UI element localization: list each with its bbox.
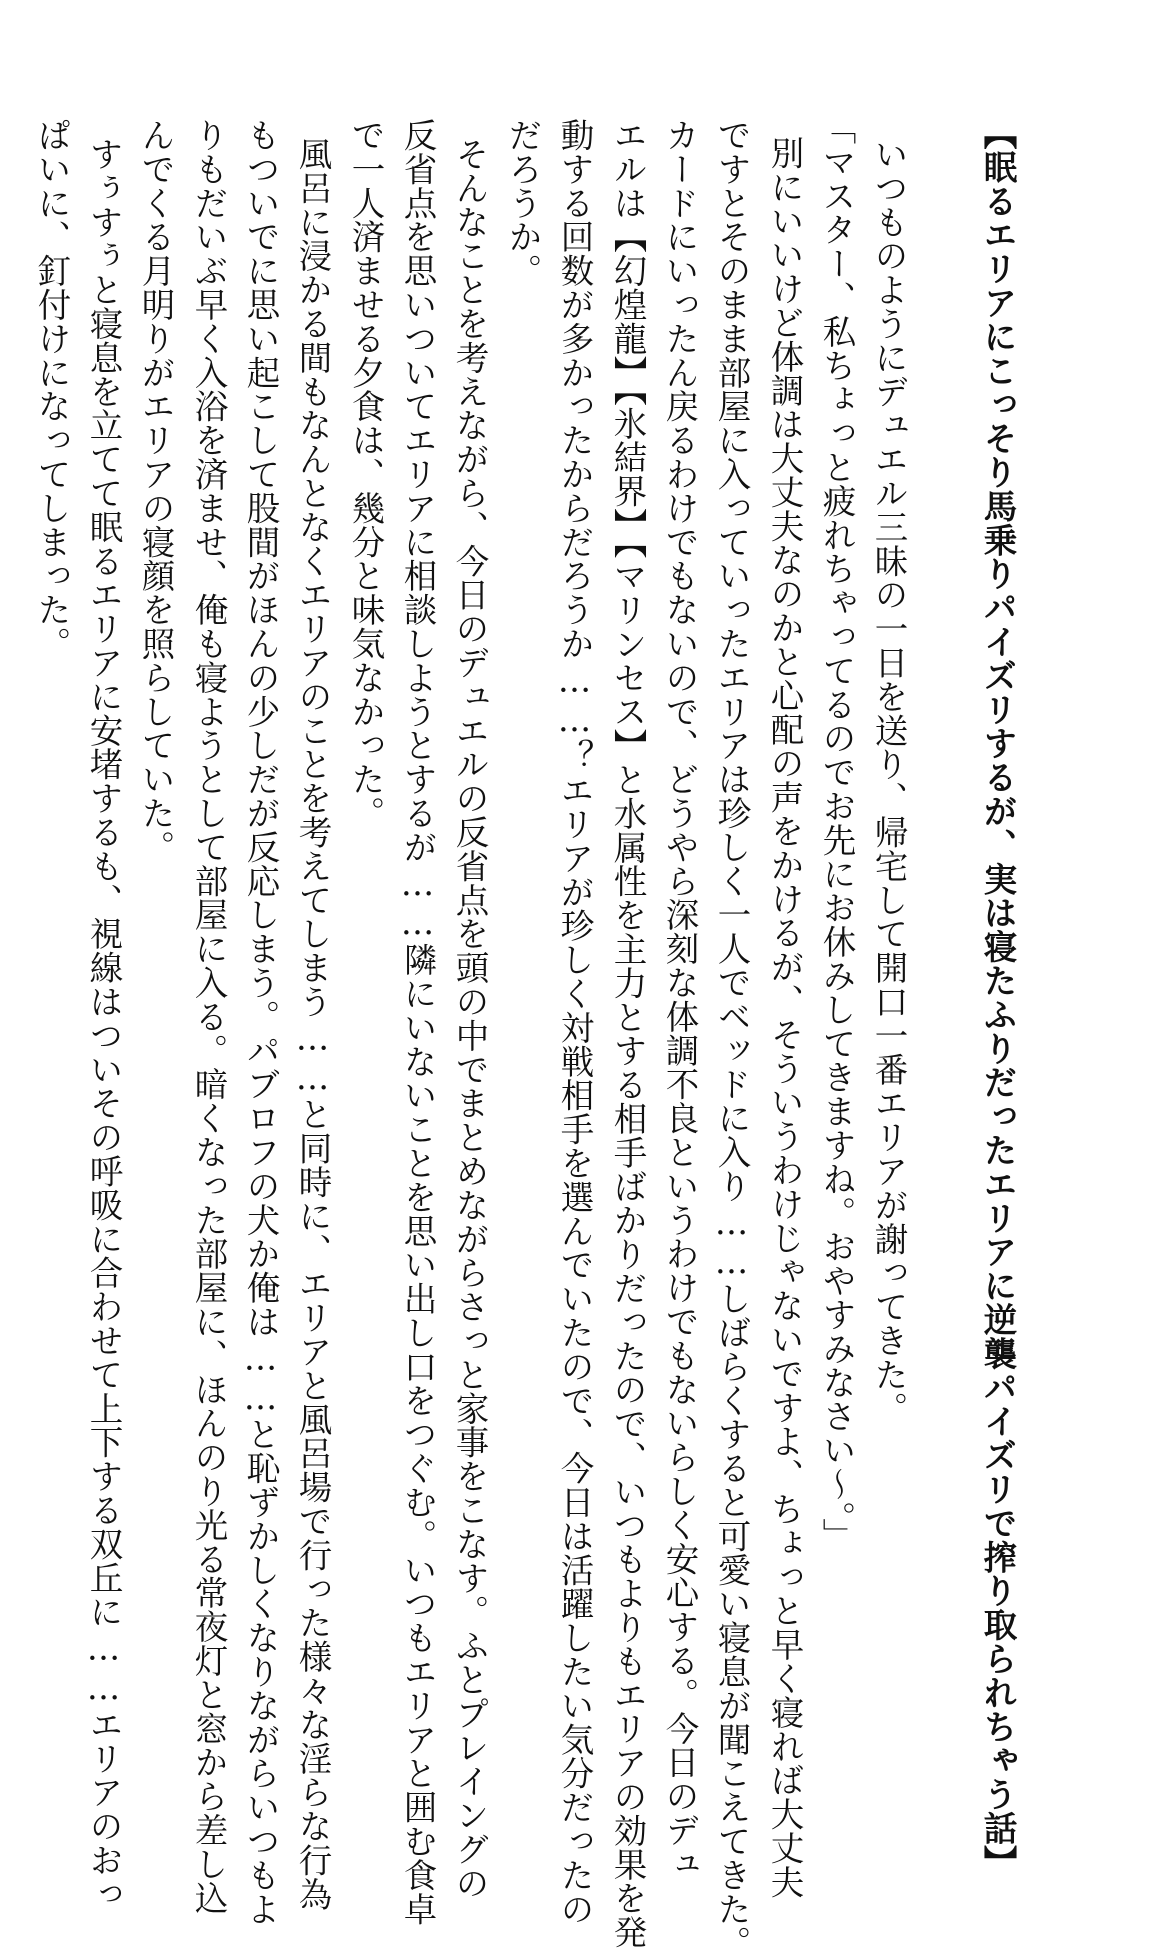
text-line: 動する回数が多かったからだろうか……？エリアが珍しく対戦相手を選んでいたので、今日は活躍したい気分だったの xyxy=(555,118,594,1926)
text-line: 別にいいけど体調は大丈夫なのかと心配の声をかけるが、そういうわけじゃないですよ、ちょっと早く寝れば大丈夫 xyxy=(765,136,804,1899)
text-line: 「マスター、私ちょっと疲れちゃってるのでお先にお休みしてきますね。おやすみなさい〜。」 xyxy=(817,111,856,1552)
text-line: そんなことを考えながら、今日のデュエルの反省点を頭の中でまとめながらさっと家事をこなす。ふとプレイングの xyxy=(450,137,489,1900)
story-title: 【眠るエリアにこっそり馬乗りパイズリするが、実は寝たふりだったエリアに逆襲パイズリで搾り取られちゃう話】 xyxy=(978,116,1017,1879)
text-line: すぅすぅと寝息を立てて眠るエリアに安堵するも、視線はついその呼吸に合わせて上下する双丘に……エリアのおっ xyxy=(84,137,123,1911)
text-line: もついでに思い起こして股間がほんの少しだが反応しまう。パブロフの犬か俺は……と恥ずかしくなりながらいつもよ xyxy=(241,118,280,1926)
text-line: 反省点を思いついてエリアに相談しようとするが……隣にいないことを思い出し口をつぐむ。いつもエリアと囲む食卓 xyxy=(398,118,437,1926)
text-line: カードにいったん戻るわけでもないので、どうやら深刻な体調不良というわけでもないらしく安心する。今日のデュ xyxy=(660,118,699,1881)
text-line: で一人済ませる夕食は、幾分と味気なかった。 xyxy=(346,118,385,830)
text-line: いつものようにデュエル三昧の一日を送り、帰宅して開口一番エリアが謝ってきた。 xyxy=(869,137,908,1426)
text-line: 風呂に浸かる間もなんとなくエリアのことを考えてしまう……と同時に、エリアと風呂場で行った様々な淫らな行為 xyxy=(293,137,332,1911)
text-line: エルは【幻煌龍】【氷結界】【マリンセス】と水属性を主力とする相手ばかりだったので、いつもよりもエリアの効果を発 xyxy=(608,118,647,1949)
text-line: んでくる月明りがエリアの寝顔を照らしていた。 xyxy=(136,118,175,864)
text-line: だろうか。 xyxy=(503,118,542,288)
text-line: りもだいぶ早く入浴を済ませ、俺も寝ようとして部屋に入る。暗くなった部屋に、ほんのり光る常夜灯と窓から差し込 xyxy=(189,118,228,1915)
text-line: ぱいに、釘付けになってしまった。 xyxy=(32,118,71,661)
text-line: ですとそのまま部屋に入っていったエリアは珍しく一人でベッドに入り……しばらくすると可愛い寝息が聞こえてきた。 xyxy=(712,118,751,1960)
